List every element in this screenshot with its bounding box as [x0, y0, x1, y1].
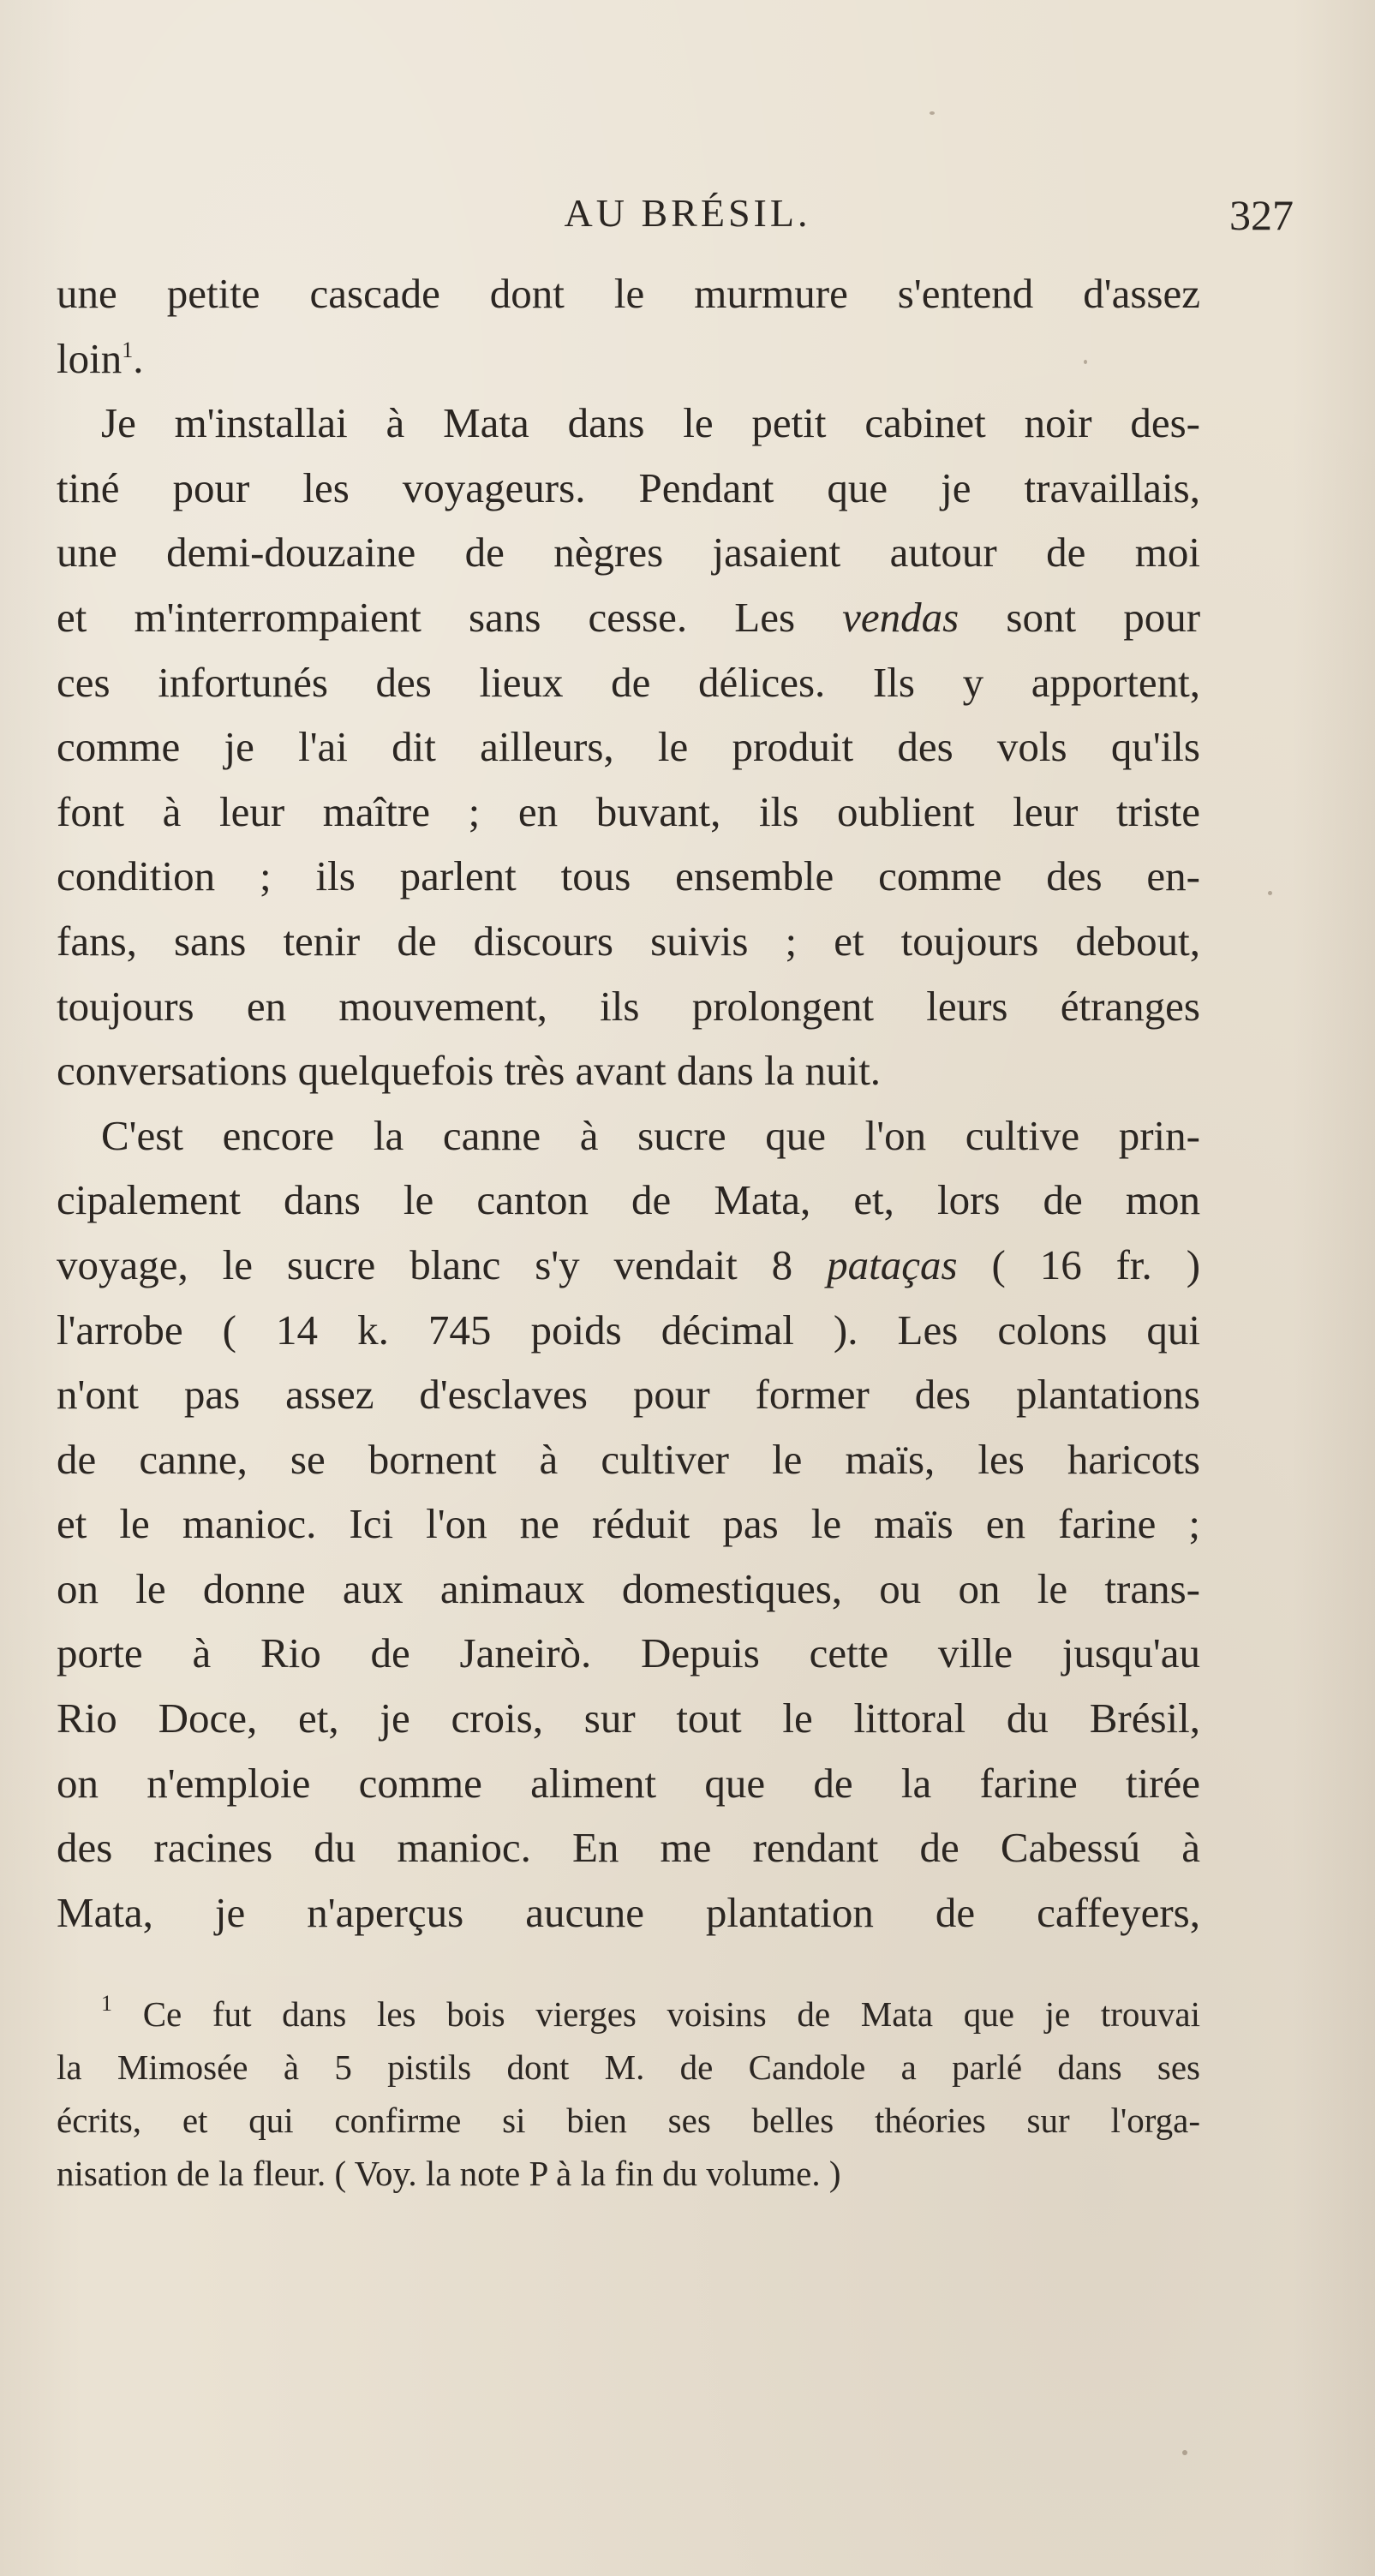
footnote-line: écrits, et qui confirme si bien ses belles théories sur l'orga-	[57, 2101, 1200, 2140]
text-line: C'est encore la canne à sucre que l'on cultive prin-	[101, 1111, 1200, 1159]
text-fragment: et m'interrompaient sans cesse. Les	[57, 593, 796, 641]
text-fragment: Ce fut dans les bois vierges voisins de Mata que je trouvai	[142, 1994, 1200, 2034]
text-line: de canne, se bornent à cultiver le maïs, les haricots	[57, 1435, 1200, 1483]
text-line: condition ; ils parlent tous ensemble comme des en-	[57, 852, 1200, 900]
text-line: on le donne aux animaux domestiques, ou on le trans-	[57, 1564, 1200, 1612]
footnote-reference: 1	[122, 337, 134, 362]
paper-speck	[1084, 360, 1087, 364]
paper-speck	[1268, 891, 1272, 895]
text-line: ces infortunés des lieux de délices. Ils y apportent,	[57, 658, 1200, 706]
text-line: porte à Rio de Janeirò. Depuis cette ville jusqu'au	[57, 1629, 1200, 1677]
text-line: une petite cascade dont le murmure s'entend d'assez	[57, 270, 1200, 317]
running-head: AU BRÉSIL.	[564, 191, 811, 235]
text-fragment: voyage, le sucre blanc s'y vendait 8	[57, 1240, 793, 1288]
body-text	[57, 261, 1200, 1945]
paper-speck	[930, 111, 935, 115]
text-line: fans, sans tenir de discours suivis ; et toujours debout,	[57, 917, 1200, 965]
text-line: et le manioc. Ici l'on ne réduit pas le maïs en farine ;	[57, 1500, 1200, 1548]
text-line: conversations quelquefois très avant dans la nuit.	[57, 1047, 882, 1095]
text-line: Mata, je n'aperçus aucune plantation de caffeyers,	[57, 1888, 1200, 1936]
footnote-marker: 1	[101, 1991, 112, 2016]
text-line: l'arrobe ( 14 k. 745 poids décimal ). Les colons qui	[57, 1306, 1200, 1354]
footnote	[57, 1987, 1200, 2200]
text-line	[57, 1233, 1200, 1298]
text-line: cipalement dans le canton de Mata, et, lors de mon	[57, 1176, 1200, 1224]
text-line: font à leur maître ; en buvant, ils oublient leur triste	[57, 787, 1200, 835]
footnote-line: nisation de la fleur. ( Voy. la note P à la fin du volume. )	[57, 2154, 841, 2193]
footnote-line	[57, 1987, 1200, 2041]
text-line: on n'emploie comme aliment que de la farine tirée	[57, 1759, 1200, 1807]
text-line: loin$^1$.	[57, 334, 144, 382]
text-fragment: ( 16 fr. )	[991, 1240, 1200, 1288]
text-line	[57, 585, 1200, 650]
footnote-line: la Mimosée à 5 pistils dont M. de Candole a parlé dans ses	[57, 2047, 1200, 2087]
page-header	[60, 190, 1315, 250]
page-number: 327	[1229, 191, 1294, 239]
text-line: comme je l'ai dit ailleurs, le produit des vols qu'ils	[57, 723, 1200, 771]
italic-term: pataças	[827, 1240, 958, 1288]
text-line: Rio Doce, et, je crois, sur tout le littoral du Brésil,	[57, 1694, 1200, 1742]
text-line: tiné pour les voyageurs. Pendant que je travaillais,	[57, 463, 1200, 511]
text-fragment: loin	[57, 334, 123, 382]
text-line: Je m'installai à Mata dans le petit cabinet noir des-	[101, 399, 1200, 447]
text-line: une demi-douzaine de nègres jasaient autour de moi	[57, 529, 1200, 577]
italic-term: vendas	[842, 593, 960, 641]
text-line: n'ont pas assez d'esclaves pour former des plantations	[57, 1371, 1200, 1419]
text-fragment: sont pour	[1006, 593, 1200, 641]
paper-speck	[1182, 2450, 1187, 2455]
text-line: des racines du manioc. En me rendant de Cabessú à	[57, 1824, 1200, 1872]
text-line: toujours en mouvement, ils prolongent leurs étranges	[57, 982, 1200, 1030]
